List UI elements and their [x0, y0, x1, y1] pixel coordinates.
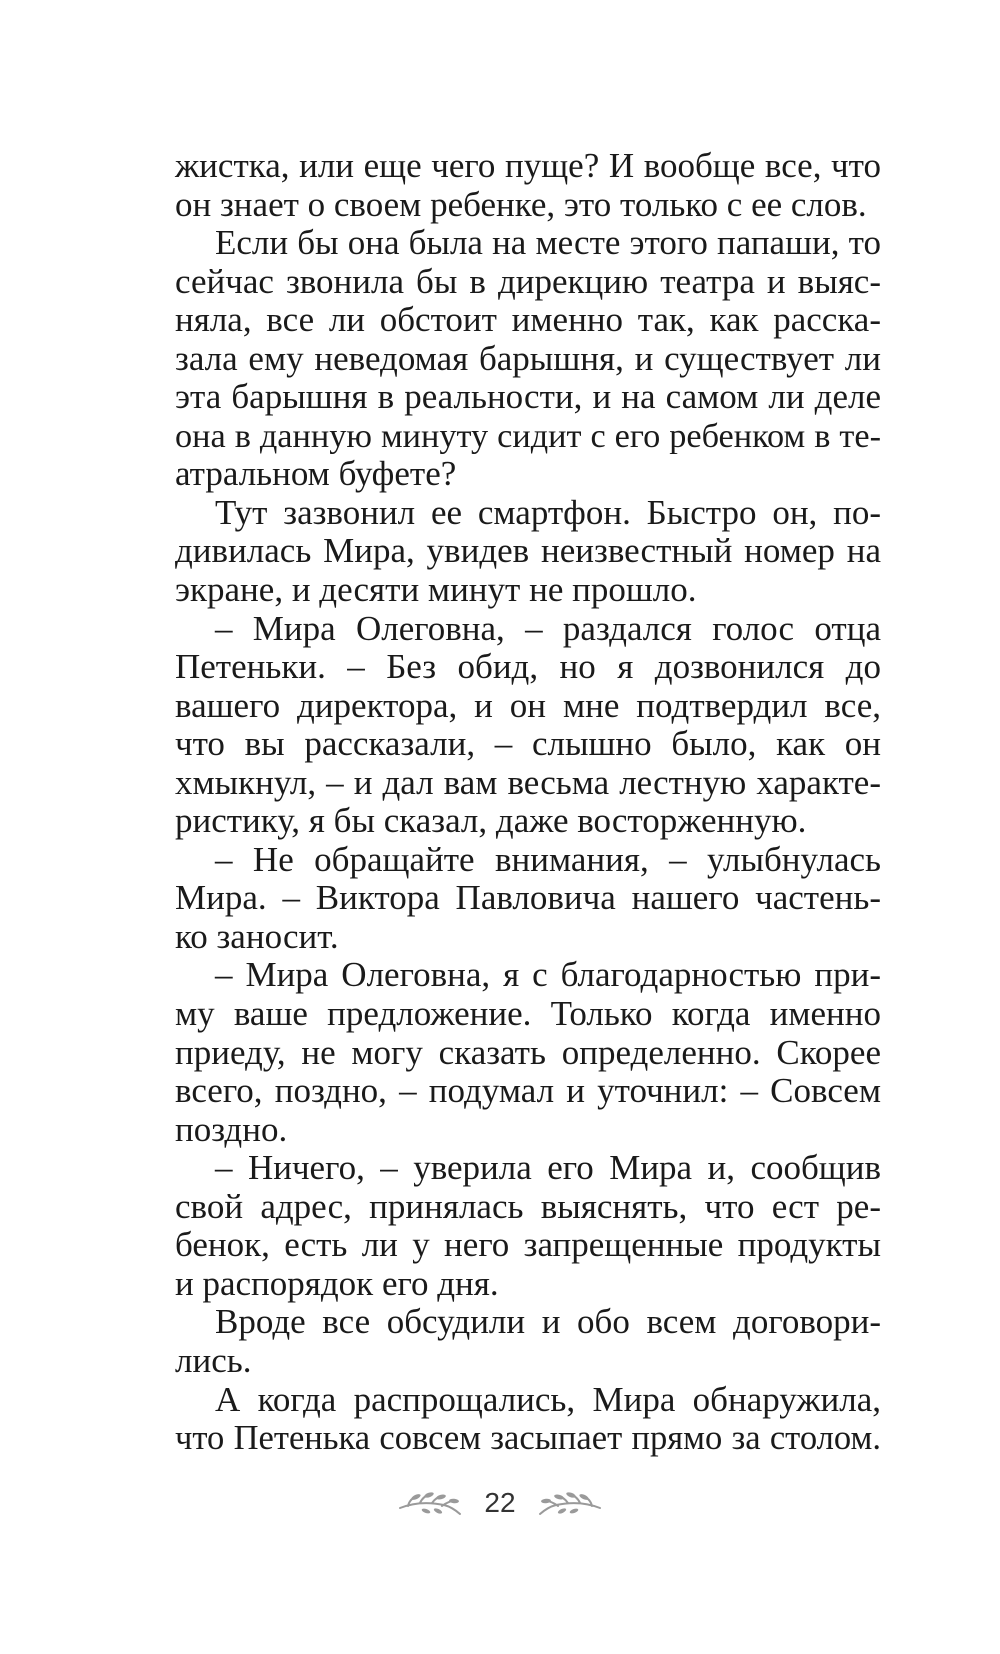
page-footer — [0, 1483, 1000, 1523]
text-line: Петеньки. – Без обид, но я дозвонился до — [175, 647, 881, 687]
text-line: поздно. — [175, 1109, 288, 1149]
page-number: 22 — [484, 1487, 516, 1518]
text-line: сейчас звонила бы в дирекцию театра и выяс- — [175, 261, 881, 301]
text-line: лись. — [175, 1340, 252, 1380]
text-line: эта барышня в реальности, и на самом ли деле — [175, 377, 881, 417]
text-line: – Мира Олеговна, я с благодарностью при- — [215, 955, 881, 995]
text-line: Вроде все обсудили и обо всем договори- — [215, 1302, 881, 1342]
text-line: дивилась Мира, увидев неизвестный номер на — [175, 531, 881, 571]
text-line: приеду, не могу сказать определенно. Скорее — [175, 1032, 881, 1072]
text-line: бенок, есть ли у него запрещенные продукты — [175, 1225, 881, 1265]
text-line: му ваше предложение. Только когда именно — [175, 994, 881, 1034]
text-line: зала ему неведомая барышня, и существует ли — [175, 338, 881, 378]
body-text — [175, 147, 881, 1458]
text-line: она в данную минуту сидит с его ребенком в те- — [175, 416, 881, 455]
text-line: ко заносит. — [175, 916, 339, 956]
text-line: он знает о своем ребенке, это только с ее слов. — [175, 184, 867, 224]
text-line: экране, и десяти минут не прошло. — [175, 570, 697, 610]
text-line: Тут зазвонил ее смартфон. Быстро он, по- — [215, 492, 881, 532]
right-laurel-ornament-icon — [538, 1488, 602, 1518]
text-line: хмыкнул, – и дал вам весьма лестную характе- — [175, 762, 881, 802]
text-line: атральном буфете? — [175, 454, 457, 494]
text-line: ристику, я бы сказал, даже восторженную. — [175, 801, 807, 841]
text-line: – Ничего, – уверила его Мира и, сообщив — [215, 1148, 881, 1188]
left-laurel-ornament-icon — [398, 1488, 462, 1518]
text-line: что вы рассказали, – слышно было, как он — [175, 724, 881, 764]
text-line: жистка, или еще чего пуще? И вообще все, что — [175, 146, 881, 185]
text-line: свой адрес, принялась выяснять, что ест ре- — [175, 1186, 881, 1226]
text-line: няла, все ли обстоит именно так, как расска- — [175, 300, 881, 340]
text-line: вашего директора, и он мне подтвердил все, — [175, 685, 881, 725]
text-line: Мира. – Виктора Павловича нашего частень- — [175, 878, 881, 918]
text-line: Если бы она была на месте этого папаши, то — [215, 223, 881, 263]
text-line: – Мира Олеговна, – раздался голос отца — [215, 608, 881, 648]
text-line: всего, поздно, – подумал и уточнил: – Совсем — [175, 1071, 881, 1111]
text-line: – Не обращайте внимания, – улыбнулась — [215, 839, 881, 879]
text-line: что Петенька совсем засыпает прямо за столом. — [175, 1419, 881, 1458]
text-line: А когда распрощались, Мира обнаружила, — [215, 1379, 881, 1419]
text-line: и распорядок его дня. — [175, 1263, 499, 1303]
